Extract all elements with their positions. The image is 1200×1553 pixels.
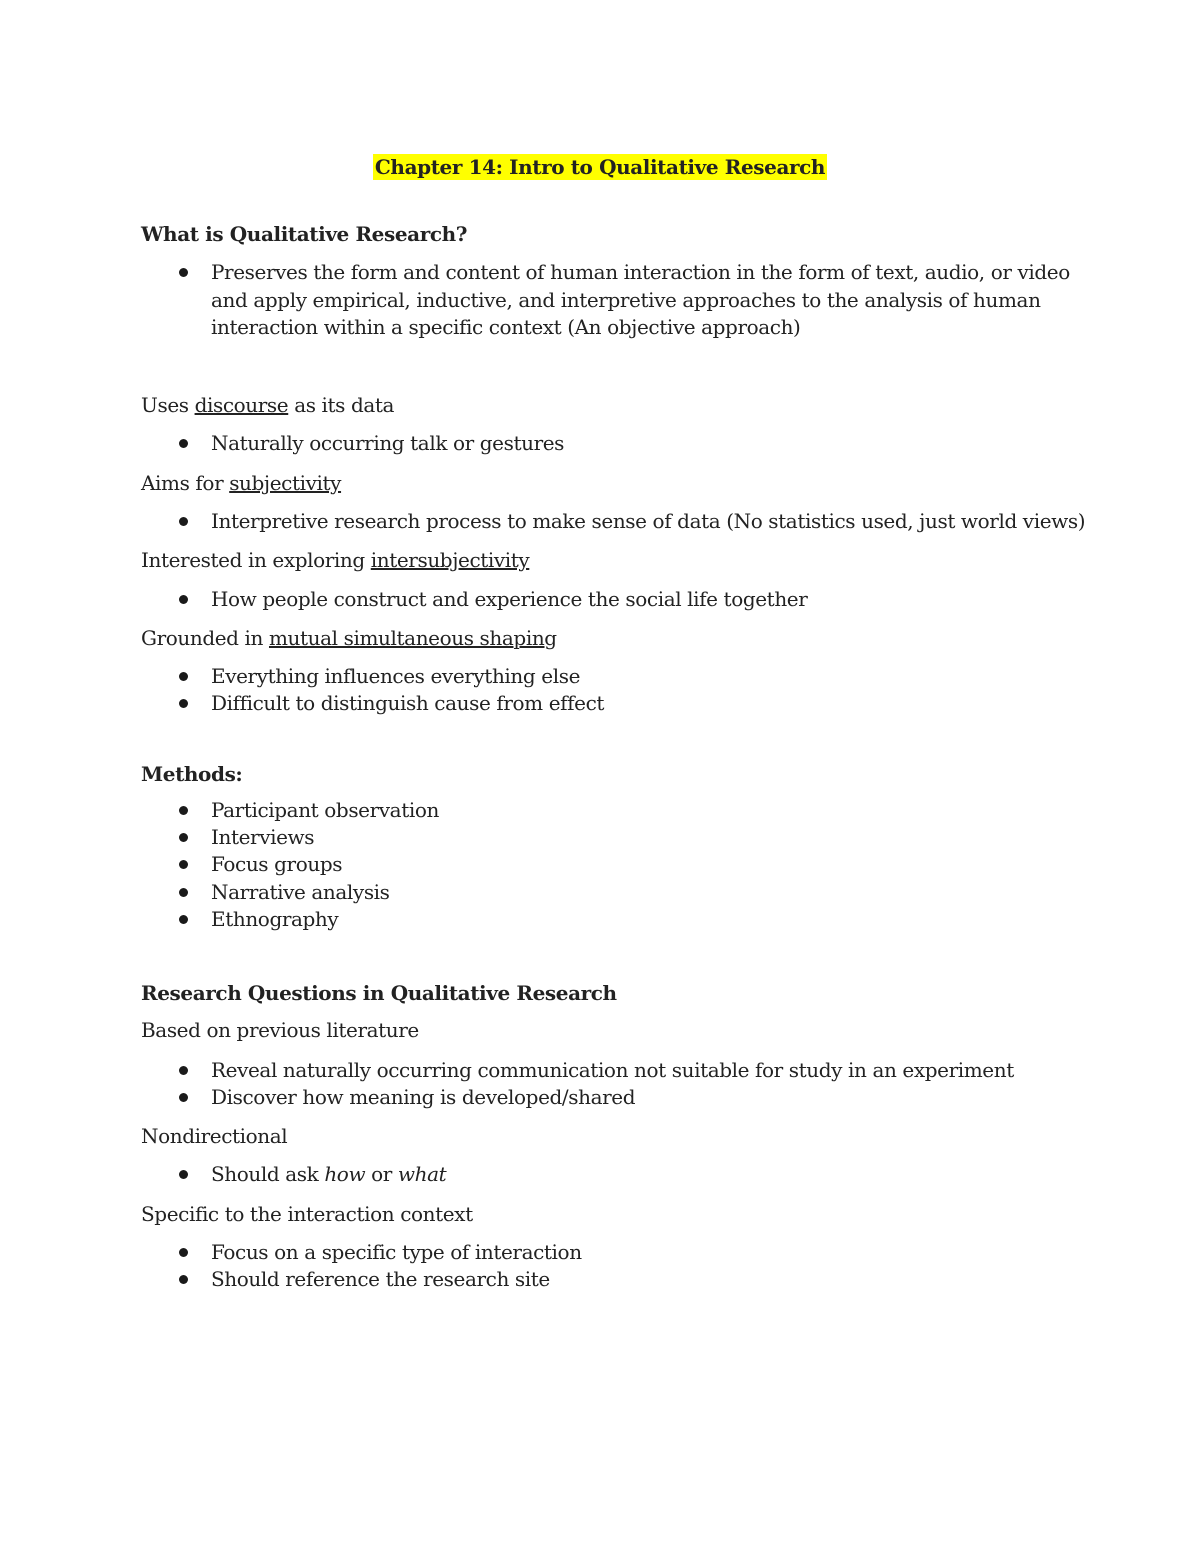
bullet-text: Should reference the research site <box>211 1267 550 1291</box>
section-heading: Research Questions in Qualitative Research <box>141 981 617 1005</box>
bullet-text: Naturally occurring talk or gestures <box>211 431 565 455</box>
underlined-term: subjectivity <box>229 471 342 495</box>
bullet-text: Discover how meaning is developed/shared <box>211 1085 636 1109</box>
bullet-text <box>211 1161 446 1187</box>
bullet-text: interaction within a specific context (An objective approach) <box>211 315 801 339</box>
title-wrapper <box>0 154 1200 180</box>
paragraph: Nondirectional <box>141 1124 288 1148</box>
paragraph <box>141 547 529 573</box>
underlined-term: intersubjectivity <box>370 548 530 572</box>
bullet-text: Preserves the form and content of human interaction in the form of text, audio, or video <box>211 260 1070 284</box>
text: as its data <box>288 393 395 417</box>
bullet-icon <box>179 1275 188 1284</box>
bullet-text: Reveal naturally occurring communication not suitable for study in an experiment <box>211 1058 1014 1082</box>
list-item: Focus groups <box>211 852 343 876</box>
list-item: Interviews <box>211 825 315 849</box>
bullet-text: Interpretive research process to make sense of data (No statistics used, just world views) <box>211 509 1086 533</box>
text: Grounded in <box>141 626 269 650</box>
italic-term: how <box>324 1162 366 1186</box>
bullet-icon <box>179 888 188 897</box>
bullet-icon <box>179 268 188 277</box>
text: Should ask <box>211 1162 325 1186</box>
paragraph <box>141 470 341 496</box>
bullet-icon <box>179 1066 188 1075</box>
bullet-icon <box>179 595 188 604</box>
text: Interested in exploring <box>141 548 371 572</box>
bullet-icon <box>179 806 188 815</box>
bullet-text: How people construct and experience the social life together <box>211 587 808 611</box>
paragraph: Based on previous literature <box>141 1018 419 1042</box>
paragraph <box>141 625 557 651</box>
bullet-icon <box>179 1248 188 1257</box>
list-item: Narrative analysis <box>211 880 390 904</box>
section-heading: What is Qualitative Research? <box>141 222 468 246</box>
bullet-icon <box>179 915 188 924</box>
bullet-icon <box>179 1093 188 1102</box>
list-item: Ethnography <box>211 907 339 931</box>
bullet-icon <box>179 672 188 681</box>
bullet-icon <box>179 833 188 842</box>
bullet-text: and apply empirical, inductive, and interpretive approaches to the analysis of human <box>211 288 1041 312</box>
bullet-text: Focus on a specific type of interaction <box>211 1240 582 1264</box>
bullet-text: Everything influences everything else <box>211 664 580 688</box>
text: Uses <box>141 393 195 417</box>
text: or <box>365 1162 398 1186</box>
text: Aims for <box>141 471 230 495</box>
section-heading: Methods: <box>141 762 243 786</box>
bullet-icon <box>179 439 188 448</box>
bullet-icon <box>179 517 188 526</box>
bullet-icon <box>179 860 188 869</box>
underlined-term: mutual simultaneous shaping <box>268 626 557 650</box>
bullet-icon <box>179 699 188 708</box>
page-title: Chapter 14: Intro to Qualitative Research <box>374 155 826 179</box>
list-item: Participant observation <box>211 798 439 822</box>
paragraph: Specific to the interaction context <box>141 1202 473 1226</box>
bullet-icon <box>179 1170 188 1179</box>
paragraph <box>141 392 394 418</box>
italic-term: what <box>397 1162 447 1186</box>
bullet-text: Difficult to distinguish cause from effect <box>211 691 605 715</box>
underlined-term: discourse <box>194 393 289 417</box>
